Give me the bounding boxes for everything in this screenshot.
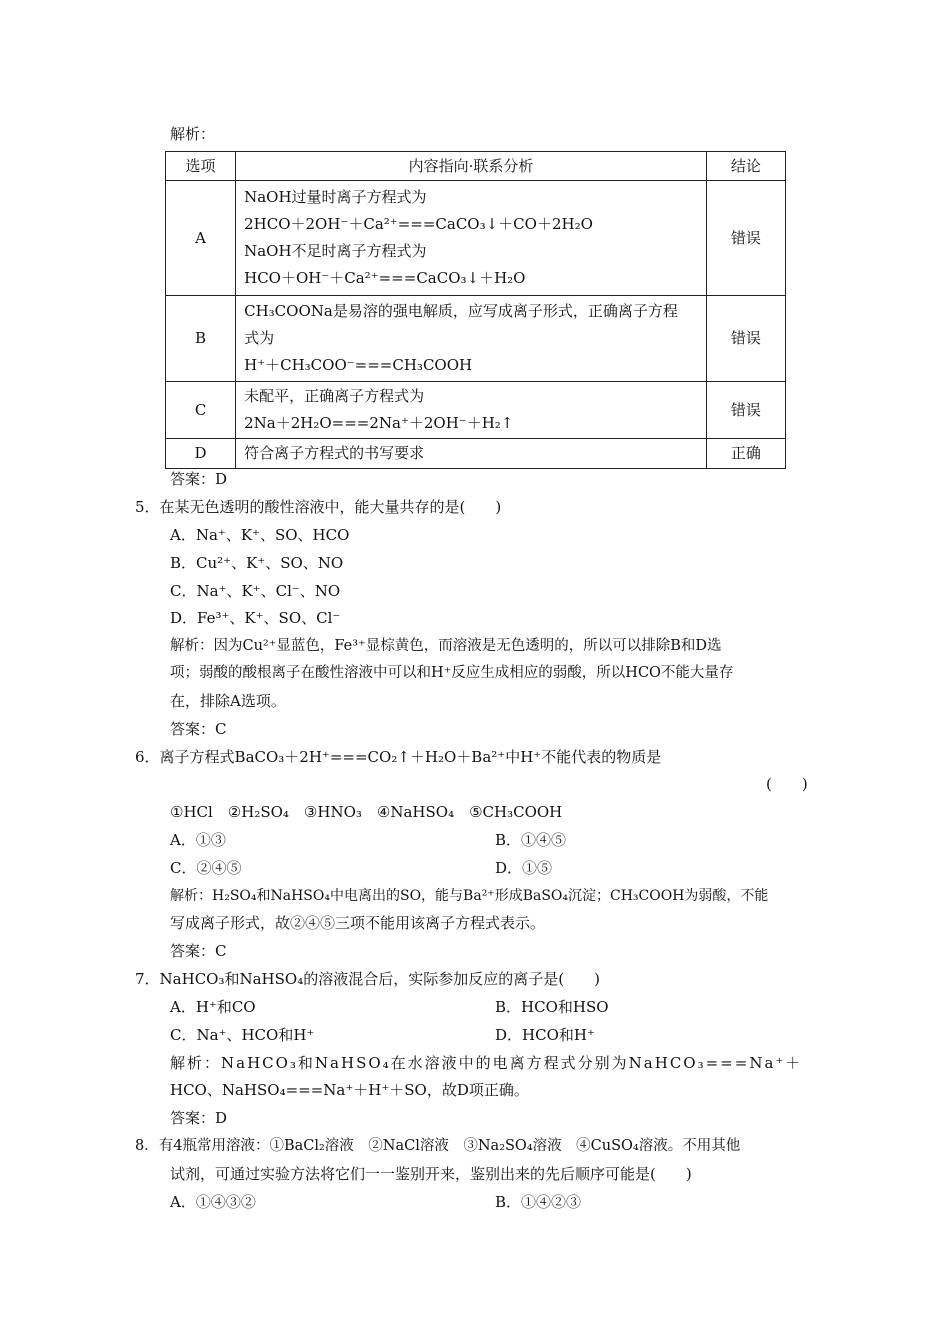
q5-option-c: C．Na⁺、K⁺、Cl⁻、NO — [170, 582, 341, 600]
q7-stem: 7．NaHCO₃和NaHSO₄的溶液混合后，实际参加反应的离子是( ) — [135, 970, 600, 988]
q5-analysis-line: 解析：因为Cu²⁺显蓝色，Fe³⁺显棕黄色，而溶液是无色透明的，所以可以排除B和D选 — [170, 638, 722, 654]
q7-option-c: C．Na⁺、HCO和H⁺ — [170, 1026, 315, 1044]
row-conclusion: 错误 — [706, 296, 785, 382]
table-row — [166, 296, 786, 382]
q8-stem-line: 试剂，可通过实验方法将它们一一鉴别开来，鉴别出来的先后顺序可能是( ) — [170, 1165, 692, 1183]
q5-answer: 答案：C — [170, 720, 227, 738]
row-option: D — [166, 439, 236, 469]
table-header-row — [166, 152, 786, 181]
content-line: NaOH过量时离子方程式为 — [244, 188, 427, 206]
table-row — [166, 181, 786, 296]
q7-analysis-line: HCO、NaHSO₄===Na⁺＋H⁺＋SO，故D项正确。 — [170, 1081, 529, 1099]
answer-4: 答案：D — [170, 470, 228, 488]
q8-option-a: A．①④③② — [170, 1193, 256, 1211]
table-row — [166, 382, 786, 439]
row-conclusion: 正确 — [706, 439, 785, 469]
q6-answer-bracket: ( ) — [766, 775, 808, 793]
table-header-option: 选项 — [166, 152, 236, 181]
q6-option-d: D．①⑤ — [495, 859, 553, 877]
q5-stem: 5．在某无色透明的酸性溶液中，能大量共存的是( ) — [135, 498, 502, 516]
row-option: C — [166, 382, 236, 439]
q5-option-d: D．Fe³⁺、K⁺、SO、Cl⁻ — [170, 609, 341, 627]
content-line: HCO＋OH⁻＋Ca²⁺===CaCO₃↓＋H₂O — [244, 269, 526, 287]
q6-analysis-line: 解析：H₂SO₄和NaHSO₄中电离出的SO，能与Ba²⁺形成BaSO₄沉淀；CH₃COOH为弱酸，不能 — [170, 888, 769, 904]
q6-option-a: A．①③ — [170, 831, 226, 849]
row-content — [236, 439, 707, 469]
row-content — [236, 296, 707, 382]
q8-option-b: B．①④②③ — [495, 1193, 582, 1211]
content-line: CH₃COONa是易溶的强电解质，应写成离子形式，正确离子方程 — [244, 302, 678, 320]
analysis-label: 解析： — [170, 125, 216, 143]
q5-option-a: A．Na⁺、K⁺、SO、HCO — [170, 526, 350, 544]
content-line: NaOH不足时离子方程式为 — [244, 242, 427, 260]
q7-analysis-line: 解析：NaHCO₃和NaHSO₄在水溶液中的电离方程式分别为NaHCO₃===Na⁺＋ — [170, 1054, 803, 1072]
content-line: 式为 — [244, 329, 275, 347]
q8-stem-line: 8．有4瓶常用溶液：①BaCl₂溶液 ②NaCl溶液 ③Na₂SO₄溶液 ④CuSO₄溶液。不用其他 — [135, 1138, 741, 1154]
q6-analysis-line: 写成离子形式，故②④⑤三项不能用该离子方程式表示。 — [170, 914, 546, 932]
q7-option-d: D．HCO和H⁺ — [495, 1026, 595, 1044]
analysis-table — [165, 151, 786, 469]
row-content — [236, 181, 707, 296]
row-conclusion: 错误 — [706, 382, 785, 439]
q7-option-b: B．HCO和HSO — [495, 998, 609, 1016]
row-conclusion: 错误 — [706, 181, 785, 296]
q6-option-b: B．①④⑤ — [495, 831, 567, 849]
table-row — [166, 439, 786, 469]
q5-analysis-line: 项；弱酸的酸根离子在酸性溶液中可以和H⁺反应生成相应的弱酸，所以HCO不能大量存 — [170, 665, 734, 681]
q6-answer: 答案：C — [170, 942, 227, 960]
content-line: 未配平，正确离子方程式为 — [244, 387, 425, 405]
q5-option-b: B．Cu²⁺、K⁺、SO、NO — [170, 554, 344, 572]
table-header-content: 内容指向·联系分析 — [236, 152, 707, 181]
q5-analysis-line: 在，排除A选项。 — [170, 692, 286, 710]
content-line: 符合离子方程式的书写要求 — [244, 444, 425, 462]
row-option: B — [166, 296, 236, 382]
content-line: H⁺＋CH₃COO⁻===CH₃COOH — [244, 356, 473, 374]
q6-option-c: C．②④⑤ — [170, 859, 242, 877]
table-header-conclusion: 结论 — [706, 152, 785, 181]
row-option: A — [166, 181, 236, 296]
q7-option-a: A．H⁺和CO — [170, 998, 256, 1016]
content-line: 2Na＋2H₂O===2Na⁺＋2OH⁻＋H₂↑ — [244, 414, 514, 432]
row-content — [236, 382, 707, 439]
content-line: 2HCO＋2OH⁻＋Ca²⁺===CaCO₃↓＋CO＋2H₂O — [244, 215, 593, 233]
q6-items: ①HCl ②H₂SO₄ ③HNO₃ ④NaHSO₄ ⑤CH₃COOH — [170, 803, 563, 821]
q6-stem: 6．离子方程式BaCO₃＋2H⁺===CO₂↑＋H₂O＋Ba²⁺中H⁺不能代表的物质是 — [135, 748, 662, 766]
q7-answer: 答案：D — [170, 1109, 228, 1127]
